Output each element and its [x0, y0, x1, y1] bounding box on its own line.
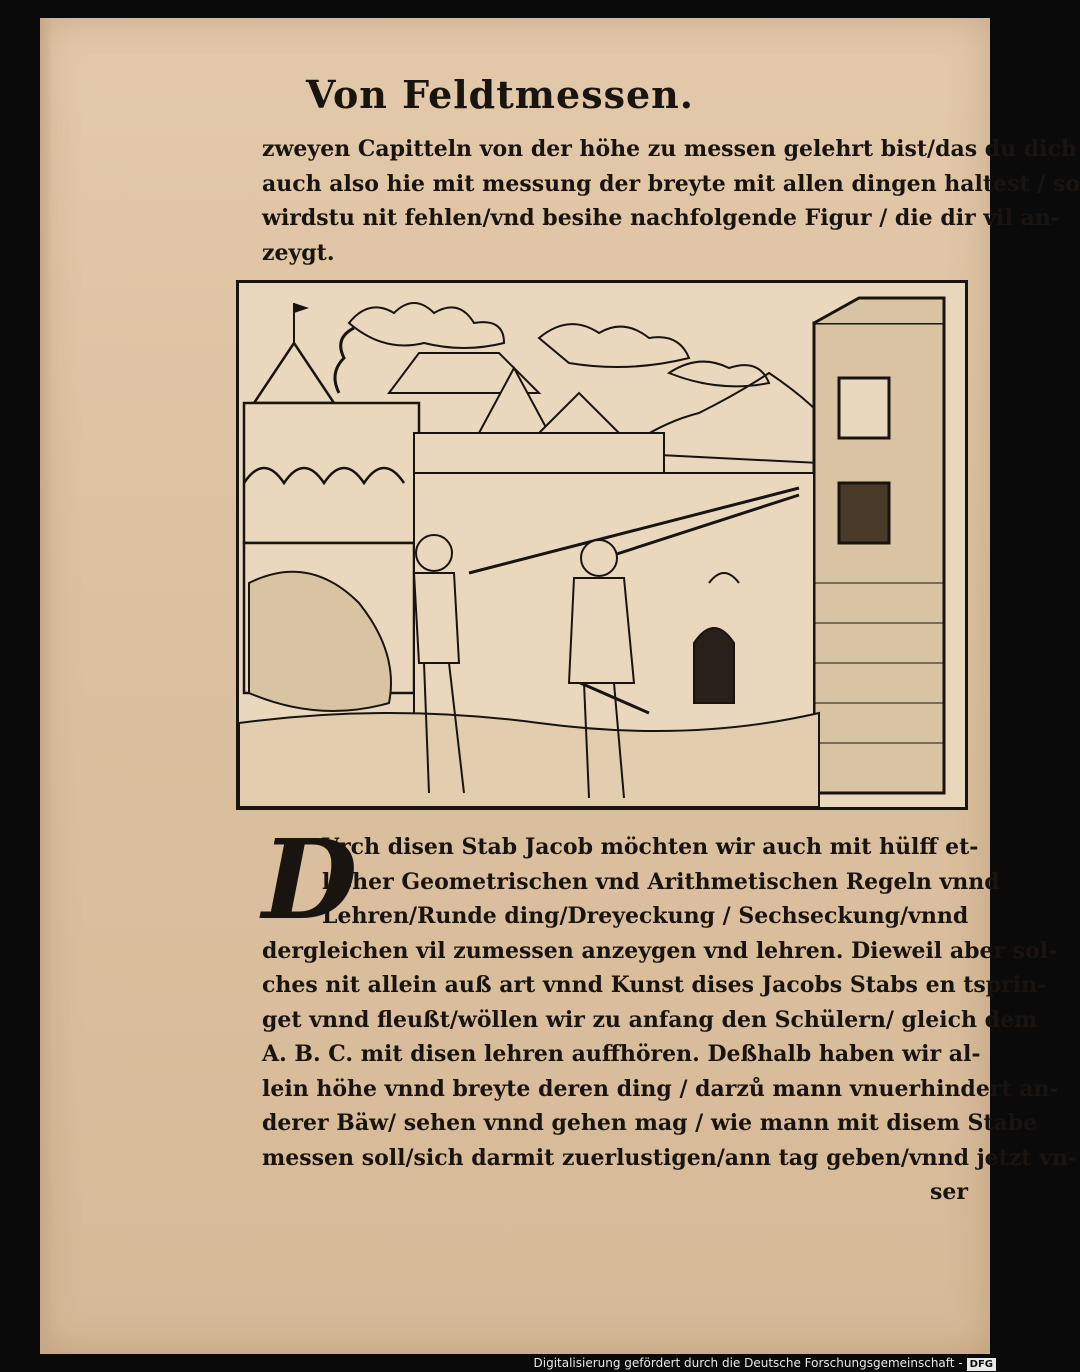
- top-paragraph: [262, 132, 1080, 270]
- text-line: zeygt.: [262, 239, 335, 266]
- drop-cap-initial: D: [262, 815, 358, 944]
- catchword: ser: [930, 1179, 968, 1205]
- text-line: wirdstu nit fehlen/vnd besihe nachfolgende Figur / die dir vil an-: [262, 205, 1060, 231]
- footer-credit: [0, 1354, 996, 1372]
- text-line: ches nit allein auß art vnnd Kunst dises Jacobs Stabs en tsprin-: [262, 972, 1047, 998]
- woodcut-illustration: [236, 280, 968, 810]
- text-line: derer Bäw/ sehen vnnd gehen mag / wie mann mit disem Stabe: [262, 1110, 1038, 1136]
- text-line: lein höhe vnnd breyte deren ding / darzů mann vnuerhindert an-: [262, 1075, 1059, 1102]
- dfg-logo: DFG: [967, 1358, 996, 1371]
- text-line: licher Geometrischen vnd Arithmetischen Regeln vnnd: [322, 868, 1000, 895]
- text-line: get vnnd fleußt/wöllen wir zu anfang den Schülern/ gleich dem: [262, 1006, 1038, 1033]
- page-edge-shadow: [40, 18, 52, 1354]
- text-line: auch also hie mit messung der breyte mit allen dingen haltest / so: [262, 170, 1080, 197]
- text-line: zweyen Capitteln von der höhe zu messen gelehrt bist/das du dich: [262, 136, 1077, 162]
- text-line: messen soll/sich darmit zuerlustigen/ann tag geben/vnnd jetzt vn-: [262, 1144, 1078, 1171]
- bottom-paragraph: [262, 815, 1078, 1210]
- text-line: Vrch disen Stab Jacob möchten wir auch mit hülff et-: [322, 834, 979, 860]
- text-line: Lehren/Runde ding/Dreyeckung / Sechseckung/vnnd: [322, 903, 969, 929]
- footer-text: Digitalisierung gefördert durch die Deutsche Forschungsgemeinschaft -: [533, 1356, 963, 1370]
- text-line: A. B. C. mit disen lehren auffhören. Deßhalb haben wir al-: [262, 1041, 981, 1067]
- woodcut-drawing: [239, 283, 965, 807]
- text-line: dergleichen vil zumessen anzeygen vnd lehren. Dieweil aber sol-: [262, 937, 1058, 964]
- running-head: Von Feldtmessen.: [305, 72, 695, 117]
